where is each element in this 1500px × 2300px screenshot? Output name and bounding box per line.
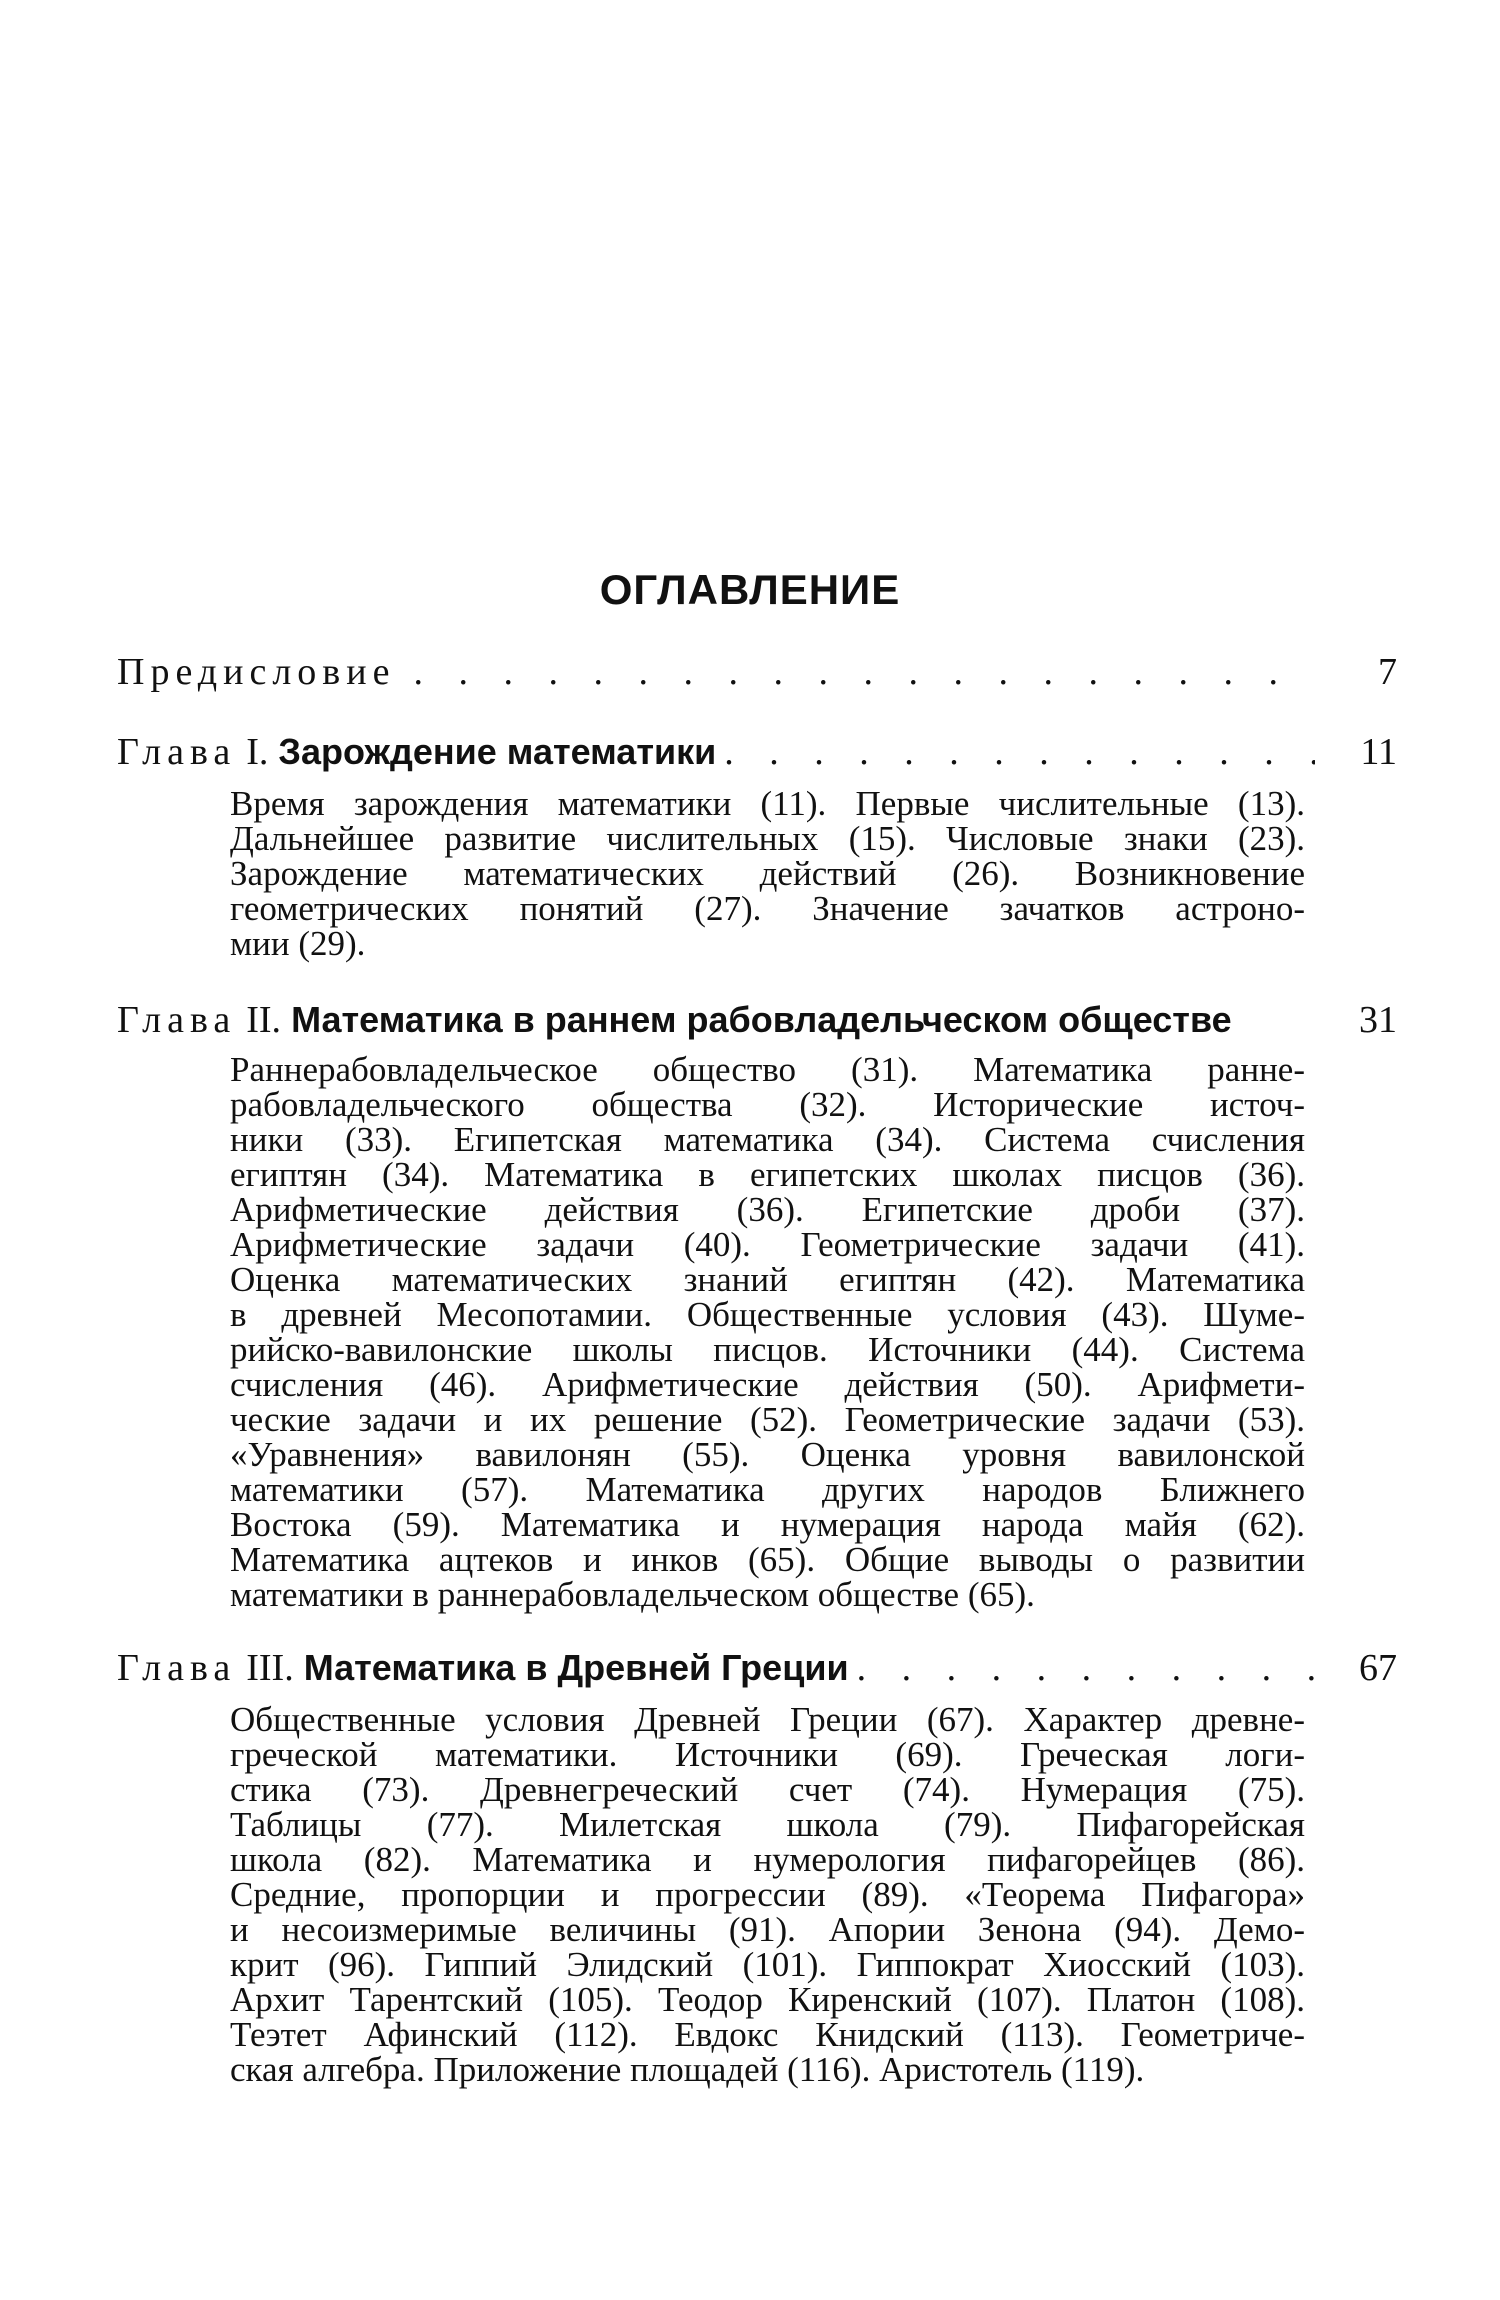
page-number: 7 [1378, 651, 1397, 693]
summary-line: ники (33). Египетская математика (34). Система счисления [230, 1120, 1305, 1159]
summary-line: Таблицы (77). Милетская школа (79). Пифагорейская [230, 1805, 1305, 1844]
summary-line: рийско-вавилонские школы писцов. Источники (44). Система [230, 1330, 1305, 1369]
chapter-prefix: Глава [117, 999, 237, 1041]
summary-line: греческой математики. Источники (69). Греческая логи- [230, 1735, 1305, 1774]
toc-entry-chapter-1[interactable] [117, 730, 1397, 782]
chapter-numeral: II. [246, 999, 282, 1041]
page-number: 11 [1360, 731, 1397, 773]
page-number: 31 [1359, 999, 1397, 1041]
summary-line: Зарождение математических действий (26). Возникновение [230, 854, 1305, 893]
summary-line: мии (29). [230, 924, 366, 963]
chapter-3-summary [230, 1702, 1305, 2087]
summary-line: Время зарождения математики (11). Первые числительные (13). [230, 784, 1305, 823]
chapter-2-summary [230, 1052, 1305, 1612]
summary-line: Архит Тарентский (105). Теодор Киренский (107). Платон (108). [230, 1980, 1305, 2019]
summary-line: Оценка математических знаний египтян (42). Математика [230, 1260, 1305, 1299]
summary-line: Теэтет Афинский (112). Евдокс Книдский (113). Геометриче- [230, 2015, 1305, 2054]
summary-line: рабовладельческого общества (32). Исторические источ- [230, 1085, 1305, 1124]
summary-line: крит (96). Гиппий Элидский (101). Гиппократ Хиосский (103). [230, 1945, 1305, 1984]
summary-line: в древней Месопотамии. Общественные условия (43). Шуме- [230, 1295, 1305, 1334]
summary-line: Общественные условия Древней Греции (67). Характер древне- [230, 1700, 1305, 1739]
preface-label: Предисловие [117, 651, 396, 693]
chapter-numeral: I. [246, 731, 269, 773]
summary-line: школа (82). Математика и нумерология пифагорейцев (86). [230, 1840, 1305, 1879]
summary-line: геометрических понятий (27). Значение зачатков астроно- [230, 889, 1305, 928]
summary-line: ская алгебра. Приложение площадей (116). Аристотель (119). [230, 2050, 1145, 2089]
summary-line: стика (73). Древнегреческий счет (74). Нумерация (75). [230, 1770, 1305, 1809]
toc-heading: ОГЛАВЛЕНИЕ [599, 566, 901, 613]
dot-leader [724, 730, 1315, 774]
toc-entry-preface[interactable] [117, 650, 1397, 702]
chapter-1-summary [230, 786, 1305, 961]
summary-line: «Уравнения» вавилонян (55). Оценка уровня вавилонской [230, 1435, 1305, 1474]
chapter-title: Зарождение математики [278, 731, 717, 772]
dot-leader [413, 650, 1315, 694]
summary-line: Средние, пропорции и прогрессии (89). «Теорема Пифагора» [230, 1875, 1305, 1914]
chapter-prefix: Глава [117, 1647, 237, 1689]
chapter-title: Математика в раннем рабовладельческом обществе [291, 999, 1232, 1040]
toc-entry-chapter-2[interactable] [117, 998, 1397, 1050]
toc-entry-chapter-3[interactable] [117, 1646, 1397, 1698]
dot-leader [857, 1646, 1315, 1690]
summary-line: Арифметические задачи (40). Геометрические задачи (41). [230, 1225, 1305, 1264]
summary-line: Раннерабовладельческое общество (31). Математика ранне- [230, 1050, 1305, 1089]
page-number: 67 [1359, 1647, 1397, 1689]
summary-line: Дальнейшее развитие числительных (15). Числовые знаки (23). [230, 819, 1305, 858]
chapter-prefix: Глава [117, 731, 237, 773]
summary-line: и несоизмеримые величины (91). Апории Зенона (94). Демо- [230, 1910, 1305, 1949]
summary-line: египтян (34). Математика в египетских школах писцов (36). [230, 1155, 1305, 1194]
summary-line: математики в раннерабовладельческом обществе (65). [230, 1575, 1035, 1614]
chapter-numeral: III. [246, 1647, 294, 1689]
chapter-title: Математика в Древней Греции [303, 1647, 849, 1688]
summary-line: Арифметические действия (36). Египетские дроби (37). [230, 1190, 1305, 1229]
summary-line: Востока (59). Математика и нумерация народа майя (62). [230, 1505, 1305, 1544]
summary-line: счисления (46). Арифметические действия (50). Арифмети- [230, 1365, 1305, 1404]
summary-line: ческие задачи и их решение (52). Геометрические задачи (53). [230, 1400, 1305, 1439]
summary-line: математики (57). Математика других народов Ближнего [230, 1470, 1305, 1509]
summary-line: Математика ацтеков и инков (65). Общие выводы о развитии [230, 1540, 1305, 1579]
